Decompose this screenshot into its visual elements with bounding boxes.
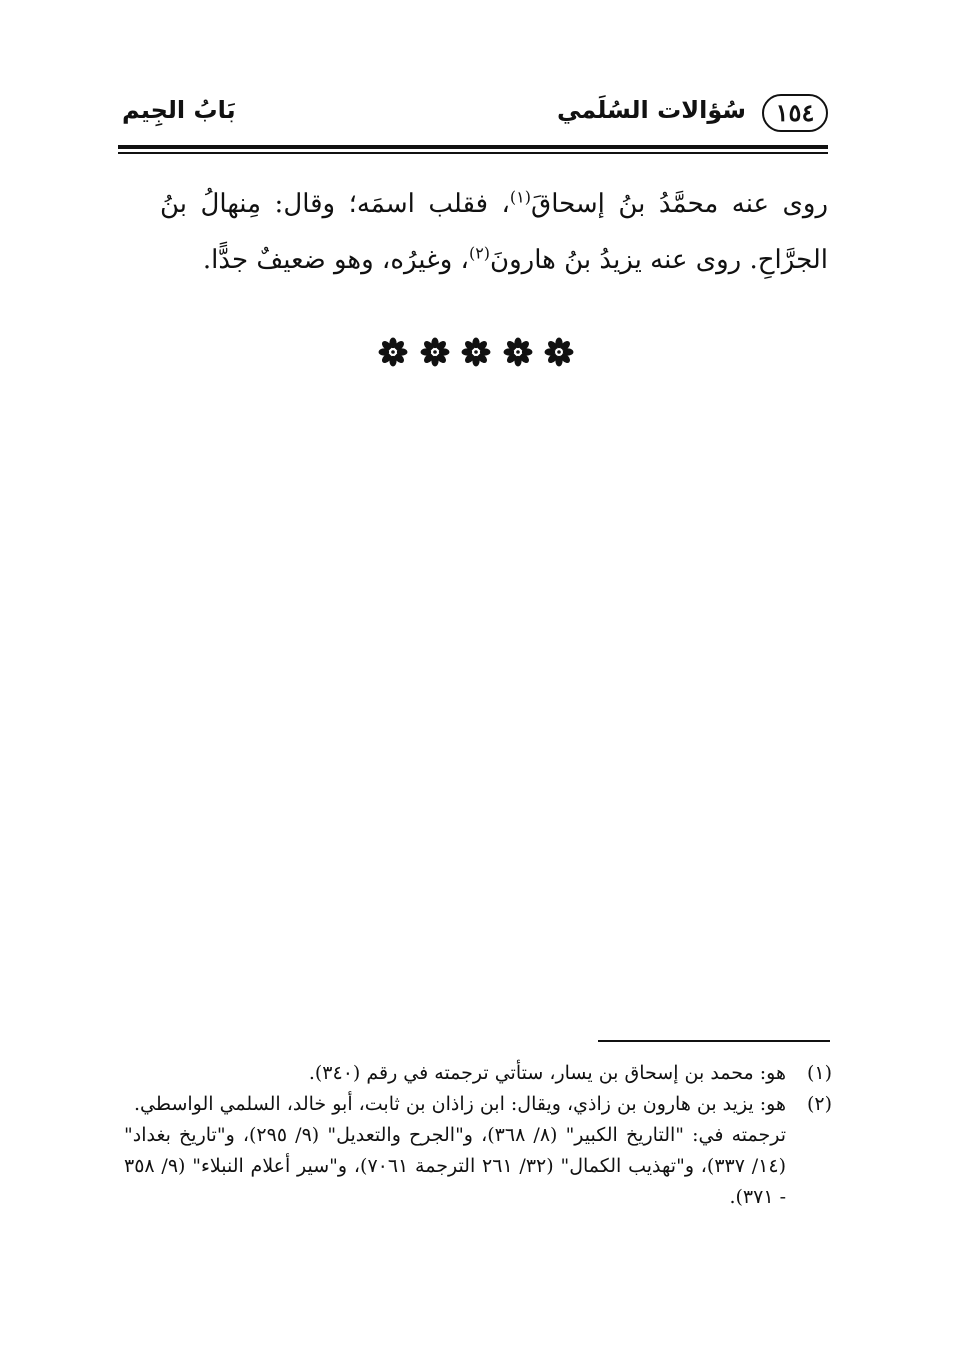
header-rule-thin (118, 152, 828, 154)
footnote-ref-2[interactable]: (٢) (468, 243, 491, 263)
section-divider-ornaments (378, 334, 574, 370)
footnote-2 (124, 1089, 832, 1213)
footnote-sources: ترجمته في: "التاريخ الكبير" (٨/ ٣٦٨)، و"الجرح والتعديل" (٩/ ٢٩٥)، و"تاريخ بغداد" (١٤/ ٣٣٧)، و"تهذيب الكمال" (٣٢/ ٢٦١ الترجمة ٧٠٦١)، و"سير أعلام النبلاء" (٩/ ٣٥٨ - ٣٧١). (124, 1124, 786, 1208)
footnote-number: (١) (806, 1062, 832, 1084)
footnote-separator (598, 1040, 830, 1042)
body-paragraph (160, 176, 828, 288)
footnote-text: هو: يزيد بن هارون بن زاذي، ويقال: ابن زاذان بن ثابت، أبو خالد، السلمي الواسطي. (134, 1093, 786, 1115)
footnote-body (124, 1089, 786, 1213)
book-title: سُؤالات السُلَمي (556, 96, 746, 124)
body-text-segment: روى عنه محمَّدُ بنُ إسحاقَ (531, 189, 828, 219)
chapter-title: بَابُ الجِيم (122, 96, 236, 124)
header-rule-thick (118, 145, 828, 149)
flower-ornament-icon (378, 337, 408, 367)
footnotes (124, 1058, 832, 1213)
body-text-segment: ، وغيرُه، وهو ضعيفٌ جدًّا. (202, 245, 469, 275)
footnote-text: هو: محمد بن إسحاق بن يسار، ستأتي ترجمته في رقم (٣٤٠). (308, 1062, 786, 1084)
footnote-number: (٢) (806, 1093, 832, 1115)
page-number: ١٥٤ (762, 94, 828, 132)
flower-ornament-icon (461, 337, 491, 367)
page-header (118, 92, 828, 140)
flower-ornament-icon (420, 337, 450, 367)
footnote-ref-1[interactable]: (١) (509, 187, 532, 207)
flower-ornament-icon (503, 337, 533, 367)
flower-ornament-icon (544, 337, 574, 367)
body-text-segment: ، فقلب اسمَه؛ وقال: مِنهالُ بنُ الجرَّاحِ. روى عنه يزيدُ بنُ هارونَ (160, 189, 828, 275)
footnote-1 (124, 1058, 832, 1089)
